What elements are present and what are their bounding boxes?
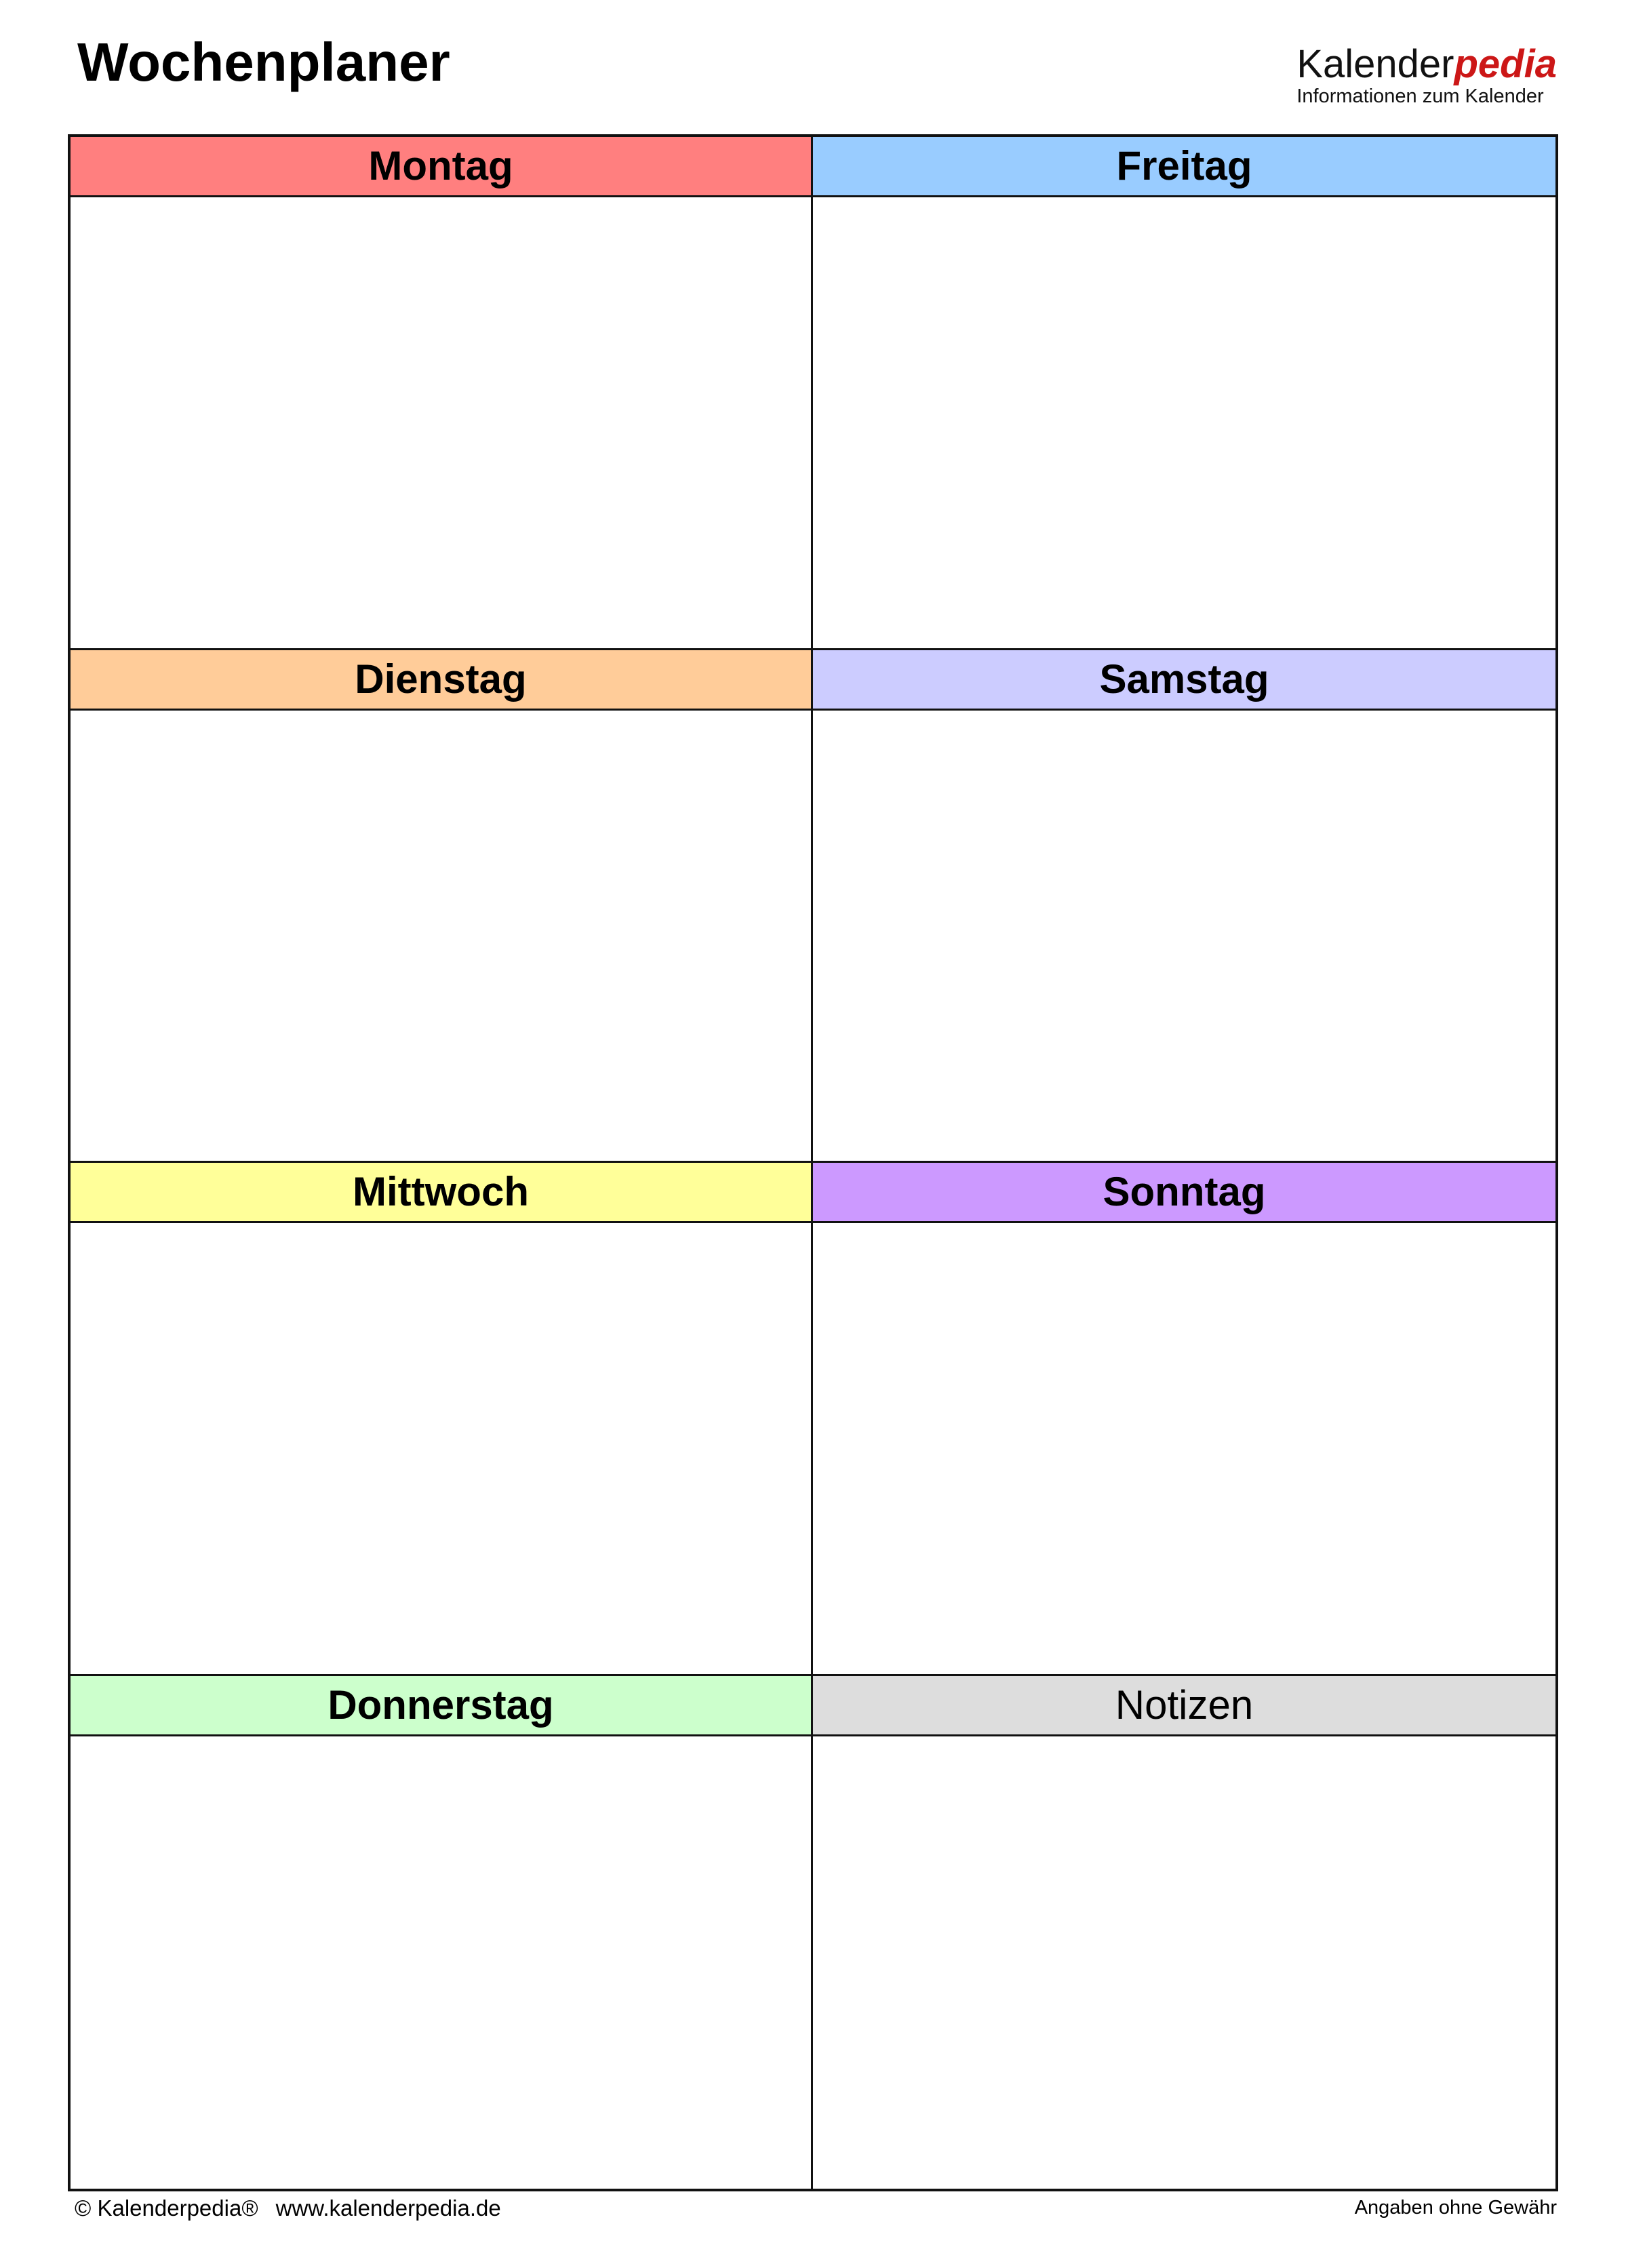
day-cell-sunday bbox=[813, 1163, 1555, 1676]
day-header-wednesday: Mittwoch bbox=[71, 1163, 811, 1223]
day-header-sunday: Sonntag bbox=[813, 1163, 1555, 1223]
day-notes-area-wednesday[interactable] bbox=[71, 1223, 811, 1674]
day-header-saturday: Samstag bbox=[813, 650, 1555, 711]
brand-name-part2: pedia bbox=[1454, 42, 1557, 86]
day-cell-saturday bbox=[813, 650, 1555, 1163]
notes-cell bbox=[813, 1676, 1555, 2189]
week-grid bbox=[68, 134, 1558, 2191]
day-notes-area-tuesday[interactable] bbox=[71, 711, 811, 1161]
footer-credits bbox=[75, 2197, 501, 2219]
day-notes-area-thursday[interactable] bbox=[71, 1736, 811, 2189]
page-title: Wochenplaner bbox=[77, 32, 450, 92]
footer-website-link[interactable]: www.kalenderpedia.de bbox=[275, 2195, 501, 2221]
day-notes-area-monday[interactable] bbox=[71, 197, 811, 648]
day-cell-tuesday bbox=[71, 650, 813, 1163]
day-header-tuesday: Dienstag bbox=[71, 650, 811, 711]
footer-disclaimer: Angaben ohne Gewähr bbox=[1354, 2197, 1557, 2219]
footer-copyright: © Kalenderpedia® bbox=[75, 2195, 258, 2221]
day-notes-area-sunday[interactable] bbox=[813, 1223, 1555, 1674]
day-header-friday: Freitag bbox=[813, 137, 1555, 197]
brand-wordmark bbox=[1296, 42, 1557, 86]
notes-header: Notizen bbox=[813, 1676, 1555, 1736]
brand-tagline: Informationen zum Kalender bbox=[1296, 85, 1544, 107]
day-notes-area-saturday[interactable] bbox=[813, 711, 1555, 1161]
brand-name-part1: Kalender bbox=[1296, 42, 1454, 86]
day-notes-area-friday[interactable] bbox=[813, 197, 1555, 648]
day-cell-thursday bbox=[71, 1676, 813, 2189]
day-cell-wednesday bbox=[71, 1163, 813, 1676]
day-cell-friday bbox=[813, 137, 1555, 650]
day-cell-monday bbox=[71, 137, 813, 650]
day-header-thursday: Donnerstag bbox=[71, 1676, 811, 1736]
brand-logo[interactable] bbox=[1296, 42, 1557, 107]
notes-area[interactable] bbox=[813, 1736, 1555, 2189]
day-header-monday: Montag bbox=[71, 137, 811, 197]
